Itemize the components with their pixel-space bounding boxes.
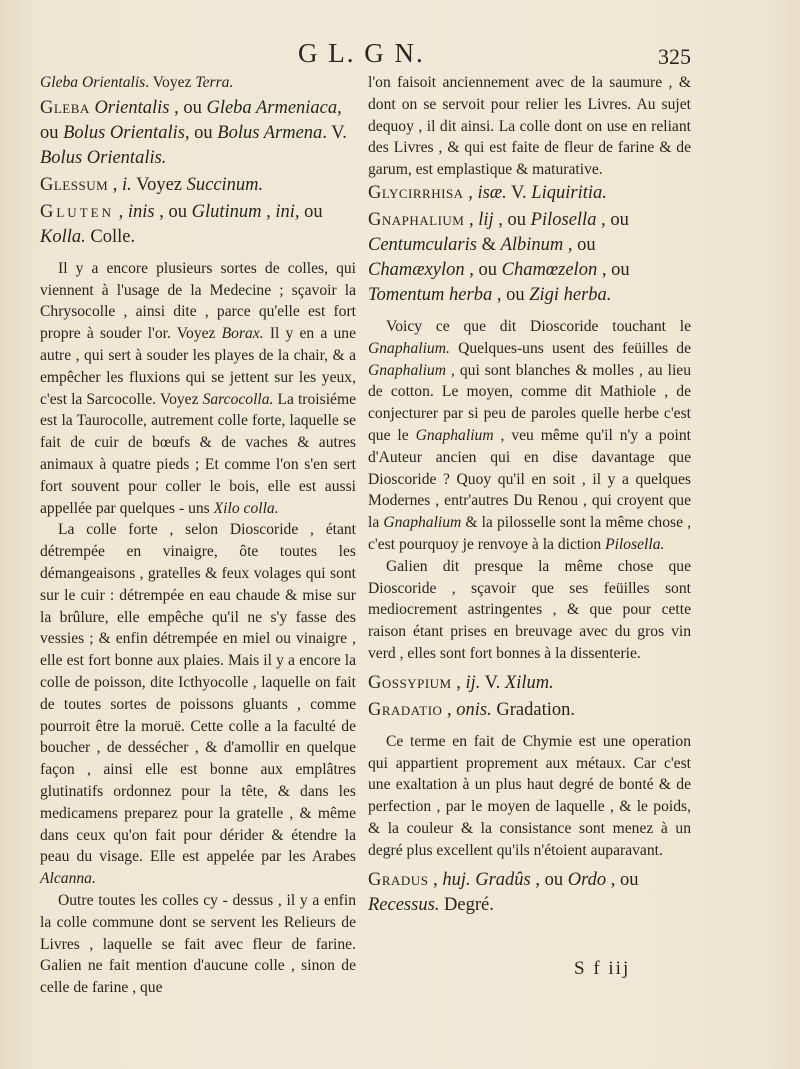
entry-text: , ou xyxy=(154,201,192,222)
cross-reference: Sarcocolla. xyxy=(202,390,274,408)
headword: Gleba xyxy=(40,97,90,118)
paragraph-gradation xyxy=(368,731,691,862)
entry-gleba xyxy=(40,96,356,171)
headword: Gluten xyxy=(40,201,114,222)
entry-text: , ou xyxy=(530,869,568,890)
variant-name: Tomentum herba xyxy=(368,284,493,305)
paragraph-text: Outre toutes les colles cy - dessus , il y a enfin la colle commune dont se servent les Relieurs de Livres , laquelle se fait avec fleur de farine. Galien ne fait mention d'aucune colle , sinon de celle de farine , que xyxy=(40,891,356,997)
paragraph-text: , veu même qu'il n'y a point d'Auteur ancien qui en dise davantage que Dioscoride ? Quoy qu'il en soit , il y a quelques Modernes , entr'autres Du Renou , qui croyent que la xyxy=(368,426,691,532)
entry-text: , ou xyxy=(169,97,207,118)
paragraph-galien xyxy=(368,556,691,665)
entry-text: , xyxy=(442,699,457,720)
term: Xilo colla. xyxy=(213,499,279,517)
entry-gluten xyxy=(40,200,356,250)
translation: Gradation. xyxy=(491,699,575,720)
variant-name: Centumcularis xyxy=(368,234,477,255)
headword: Gossypium xyxy=(368,672,452,693)
translation: Colle. xyxy=(85,226,136,247)
genitive: onis. xyxy=(456,699,492,720)
cross-reference: Pilosella. xyxy=(605,535,665,553)
variant-name: Gleba Armeniaca, xyxy=(206,97,342,118)
term: Gnaphalium xyxy=(383,514,462,532)
cross-reference: Bolus Orientalis. xyxy=(40,147,167,168)
entry-text: , xyxy=(464,209,479,230)
paragraph-colle-commune xyxy=(40,890,356,999)
paragraph-text: l'on faisoit anciennement avec de la saumure , & dont on se servoit pour relier les Livres. Au sujet dequoy , il dit ainsi. La colle dont on use en reliant des Livres , & qui est faite de fleur de farine & de garum, est emplastique & maturative. xyxy=(368,74,691,179)
entry-text: . Voyez xyxy=(145,74,196,91)
variant-name: Recessus. xyxy=(368,894,440,915)
variant-name: Glutinum , ini, xyxy=(191,201,300,222)
entry-text: , xyxy=(108,174,123,195)
variant-name: Pilosella xyxy=(530,209,597,230)
paragraph-text: Quelques-uns usent des feüilles de xyxy=(449,339,691,357)
genitive: inis xyxy=(127,201,155,222)
entry-text: , ou xyxy=(464,259,502,280)
entry-text: , ou xyxy=(493,209,531,230)
paragraph-text: Il y a encore plusieurs sortes de colles, qui viennent à l'usage de la Medecine ; sçavoir la Chrysocolle , ainsi dite , parce qu'elle est fort propre à souder l'or. Voyez xyxy=(40,259,356,343)
variant-name: Bolus Orientalis, xyxy=(63,122,190,143)
entry-text: , ou xyxy=(597,259,630,280)
paragraph-text: Ce terme en fait de Chymie est une operation qui appartient proprement aux métaux. Car c'est une exaltation à un plus haut degré de bonté & de perfection , par le moyen de laquelle , & le poids, & la couleur & la consistance sont menez à un degré plus excellent qu'ils n'étoient auparavant. xyxy=(368,732,691,859)
entry-text: , xyxy=(463,182,478,203)
paragraph-text: Il y en a une autre , qui sert à souder les playes de la chair, & a empêcher les fluxions qui se jettent sur les yeux, c'est la Sarcocolle. Voyez xyxy=(40,325,356,408)
headword: Glessum xyxy=(40,174,109,195)
entry-text: . V. xyxy=(322,122,347,143)
entry-gradus xyxy=(368,868,691,918)
headword: Gleba Orientalis xyxy=(40,74,146,91)
paragraph-text: La colle forte , selon Dioscoride , étant détrempée en vinaigre, ôte toutes les démangeaisons , gratelles & feux volages qui sont sur le cuir : détrempée en eau chaude & mise sur la brûlure, elle empêche qu'il ne s'y fasse des vessies ; & enfin détrempée en miel ou vinaigre , elle est fort bonne aux plaies. Mais il y a encore la colle de poisson, dite Icthyocolle , laquelle on fait de toutes sortes de poissons gluants , comme pourroit être la moruë. Cette colle a la faculté de boucher , de dessécher , & d'amollir en quelque façon , ainsi elle est bonne aux emplâtres glutinatifs ordonnez pour la tête, & dans les medicamens preparez pour la gratelle , & même dans ceux qu'on fait pour dérider & étendre la peau du visage. Elle est appelée par les Arabes xyxy=(40,521,356,866)
paragraph-continuation xyxy=(368,72,691,181)
term: Gnaphalium xyxy=(415,426,494,444)
entry-text: ou xyxy=(189,122,218,143)
paragraph-colles xyxy=(40,258,356,520)
cross-reference: Succinum. xyxy=(186,174,264,195)
variant-name: Chamœzelon xyxy=(501,259,598,280)
entry-text: V. xyxy=(480,672,505,693)
headword: Glycirrhisa xyxy=(368,182,464,203)
signature-mark: S f iij xyxy=(574,958,631,979)
page-number: 325 xyxy=(658,44,691,69)
paragraph-gnaphalium xyxy=(368,316,691,556)
paragraph-colle-forte xyxy=(40,519,356,890)
entry-glycirrhisa xyxy=(368,181,691,206)
genitive: isæ. xyxy=(477,182,507,203)
left-column xyxy=(40,72,356,999)
variant-name: Ordo xyxy=(567,869,607,890)
term: Gnaphalium. xyxy=(368,339,450,357)
entry-text: , ou xyxy=(492,284,530,305)
variant-name: Kolla. xyxy=(40,226,86,247)
entry-text: , xyxy=(428,869,443,890)
paragraph-text: Galien dit presque la même chose que Dioscoride , sçavoir que ses feüilles sont mediocrement astringentes , & que pour cette raison étant prises en breuvage avec du gros vin verd , elles sont fort bonnes à la dissenterie. xyxy=(368,557,691,662)
entry-text: V. xyxy=(506,182,532,203)
entry-text: ou xyxy=(299,201,323,222)
entry-gossypium xyxy=(368,671,691,696)
term: Alcanna. xyxy=(40,870,96,888)
entry-text: , xyxy=(451,672,466,693)
paragraph-text: , qui sont blanches & molles , au lieu de cotton. Le moyen, comme dit Mathiole , de conjecturer par si peu de paroles quelle herbe c'est que le xyxy=(368,361,691,444)
right-column xyxy=(368,72,691,920)
genitive: i. xyxy=(122,174,132,195)
entry-gnaphalium xyxy=(368,208,691,308)
entry-text: Orientalis xyxy=(94,97,170,118)
entry-text: Voyez xyxy=(131,174,187,195)
entry-text: & xyxy=(476,234,501,255)
headword: Gradus xyxy=(368,869,429,890)
translation: Degré. xyxy=(439,894,494,915)
headword: Gnaphalium xyxy=(368,209,465,230)
genitive: huj. Gradûs xyxy=(442,869,531,890)
variant-name: Zigi herba. xyxy=(529,284,612,305)
entry-gleba-orientalis xyxy=(40,72,356,94)
running-head: G L. G N. xyxy=(298,38,425,68)
term: Gnaphalium xyxy=(368,361,446,379)
variant-name: Chamæxylon xyxy=(368,259,465,280)
headword: Gradatio xyxy=(368,699,443,720)
variant-name: Albinum xyxy=(500,234,564,255)
entry-glessum xyxy=(40,173,356,198)
paragraph-text: Voicy ce que dit Dioscoride touchant le xyxy=(386,317,691,335)
genitive: ij. xyxy=(465,672,481,693)
paragraph-text: & la pilosselle sont la même chose , c'est pourquoy je renvoye à la diction xyxy=(368,514,691,553)
paragraph-text: La troisiéme est la Taurocolle, autrement colle forte, laquelle se fait de cuir de bœufs & de vaches & autres animaux à quatre pieds ; Et comme l'on s'en sert fort souvent pour coller le bois, elle est aussi appellée par quelques - uns xyxy=(40,390,356,517)
entry-text: , ou xyxy=(563,234,596,255)
entry-gradatio xyxy=(368,698,691,723)
cross-reference: Liquiritia. xyxy=(531,182,607,203)
genitive: lij xyxy=(478,209,494,230)
cross-reference: Terra. xyxy=(195,74,234,91)
entry-text: , ou xyxy=(596,209,629,230)
variant-name: Bolus Armena xyxy=(217,122,323,143)
cross-reference: Xilum. xyxy=(504,672,554,693)
cross-reference: Borax. xyxy=(221,325,264,343)
entry-text: ou xyxy=(40,122,64,143)
entry-text: , xyxy=(113,201,128,222)
entry-text: , ou xyxy=(606,869,639,890)
